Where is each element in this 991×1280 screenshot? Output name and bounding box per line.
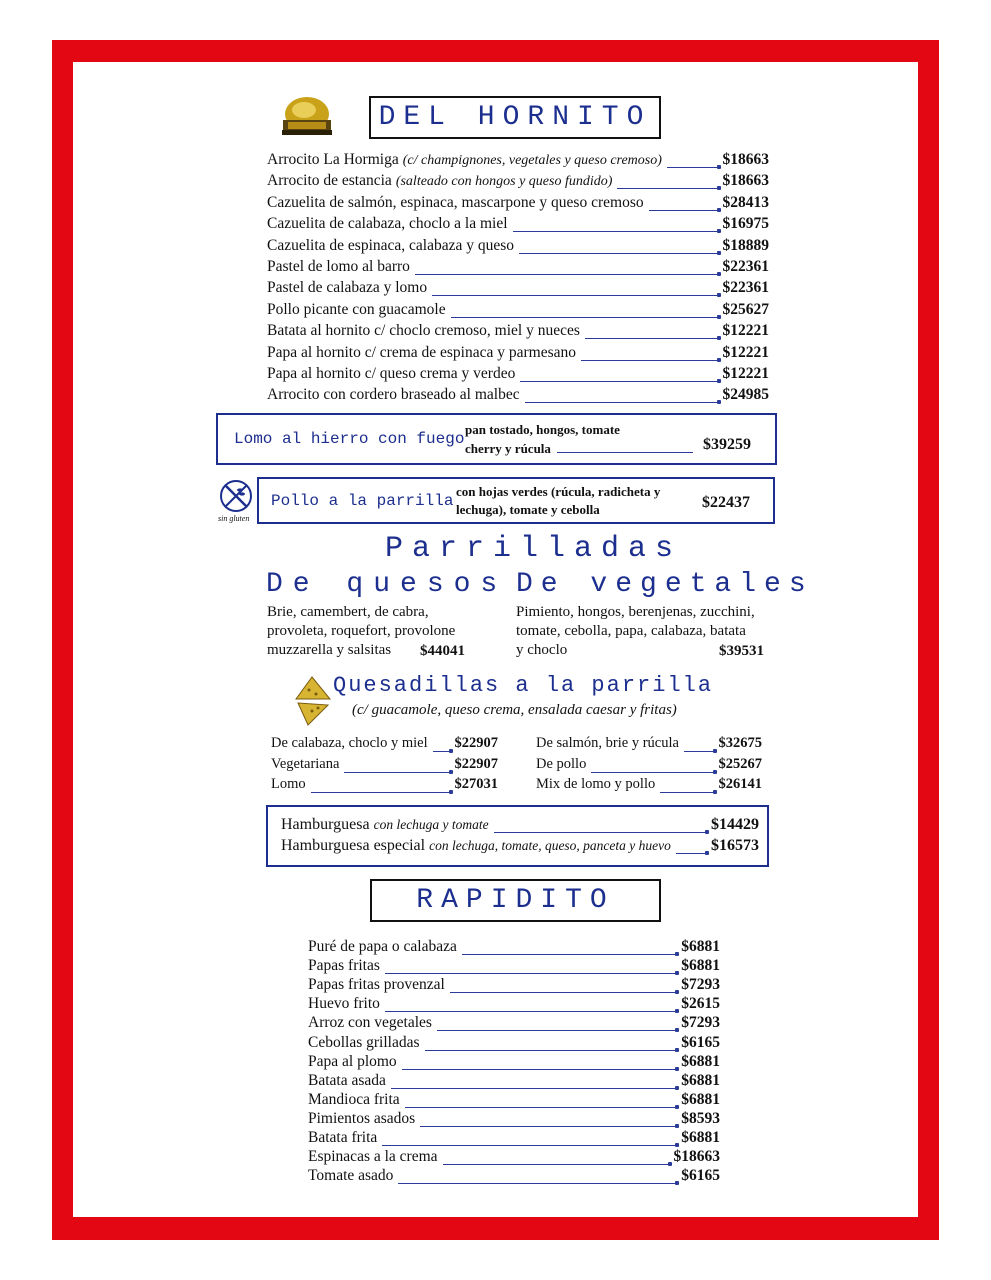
pollo-desc-line1: con hojas verdes (rúcula, radicheta y bbox=[456, 484, 661, 499]
lomo-name: Lomo al hierro con fuego bbox=[234, 430, 465, 448]
item-name: Pollo picante con guacamole bbox=[267, 300, 446, 318]
item-price: $16573 bbox=[711, 837, 759, 854]
item-description: con lechuga, tomate, queso, panceta y huevo bbox=[429, 838, 671, 853]
hornito-item bbox=[267, 151, 769, 172]
item-name: Papa al plomo bbox=[308, 1052, 397, 1070]
item-name: Lomo bbox=[271, 776, 306, 792]
rapidito-item bbox=[308, 1110, 720, 1131]
item-description: con lechuga y tomate bbox=[373, 817, 489, 832]
hornito-item bbox=[267, 172, 769, 193]
quesadillas-subtitle: (c/ guacamole, queso crema, ensalada caesar y fritas) bbox=[352, 702, 677, 718]
item-price: $12221 bbox=[722, 322, 769, 340]
hornito-item bbox=[267, 279, 769, 300]
item-price: $6881 bbox=[681, 1052, 720, 1070]
item-name: Arrocito con cordero braseado al malbec bbox=[267, 386, 520, 404]
item-price: $6881 bbox=[681, 938, 720, 955]
rapidito-item bbox=[308, 1167, 720, 1188]
item-price: $7293 bbox=[681, 976, 720, 994]
hornito-item bbox=[267, 237, 769, 258]
section-title-hornito: DEL HORNITO bbox=[369, 96, 661, 139]
hornito-item bbox=[267, 258, 769, 279]
dotted-leader bbox=[660, 792, 714, 793]
dotted-leader bbox=[525, 402, 719, 403]
item-price: $25627 bbox=[722, 300, 769, 318]
rapidito-item bbox=[308, 1148, 720, 1169]
item-name: Hamburguesa especial bbox=[281, 837, 426, 854]
dotted-leader bbox=[462, 954, 677, 955]
item-price: $6165 bbox=[681, 1033, 720, 1051]
rapidito-item bbox=[308, 938, 720, 959]
item-name: Cazuelita de calabaza, choclo a la miel bbox=[267, 215, 508, 233]
quesadilla-item bbox=[536, 776, 762, 797]
hornito-item bbox=[267, 215, 769, 236]
item-name: De salmón, brie y rúcula bbox=[536, 735, 679, 751]
dotted-leader bbox=[520, 381, 718, 382]
rapidito-item bbox=[308, 1091, 720, 1112]
hornito-item bbox=[267, 344, 769, 365]
dotted-leader bbox=[344, 772, 450, 773]
item-price: $25267 bbox=[718, 755, 762, 772]
item-price: $18663 bbox=[722, 172, 769, 190]
item-name: Batata frita bbox=[308, 1129, 378, 1146]
dotted-leader bbox=[649, 210, 719, 211]
item-price: $18889 bbox=[722, 236, 769, 254]
item-price: $12221 bbox=[722, 343, 769, 361]
dotted-leader bbox=[405, 1107, 678, 1108]
hornito-item bbox=[267, 365, 769, 386]
item-name: Batata al hornito c/ choclo cremoso, miel y nueces bbox=[267, 322, 580, 340]
item-price: $22907 bbox=[454, 755, 498, 772]
quesadilla-item bbox=[536, 735, 762, 756]
dotted-leader bbox=[415, 274, 719, 275]
item-price: $22907 bbox=[454, 735, 498, 751]
lomo-price: $39259 bbox=[703, 436, 751, 453]
rapidito-item bbox=[308, 995, 720, 1016]
quesadilla-icon bbox=[292, 675, 332, 727]
lomo-leader bbox=[557, 452, 693, 453]
gluten-free-label: sin gluten bbox=[218, 514, 250, 523]
hornito-item bbox=[267, 322, 769, 343]
item-name: Batata asada bbox=[308, 1071, 386, 1089]
quesos-line3: muzzarella y salsitas bbox=[267, 642, 392, 658]
quesadilla-item bbox=[536, 756, 762, 777]
item-price: $6165 bbox=[681, 1167, 720, 1185]
dotted-leader bbox=[382, 1145, 677, 1146]
parrilladas-title: Parrilladas bbox=[385, 532, 683, 566]
item-name: Pastel de calabaza y lomo bbox=[267, 279, 428, 297]
dotted-leader bbox=[433, 751, 451, 752]
pollo-name: Pollo a la parrilla bbox=[271, 492, 454, 510]
rapidito-item bbox=[308, 976, 720, 997]
dotted-leader bbox=[667, 167, 719, 168]
oven-icon bbox=[280, 96, 334, 138]
item-price: $14429 bbox=[711, 816, 759, 833]
dotted-leader bbox=[402, 1069, 678, 1070]
item-name: Mix de lomo y pollo bbox=[536, 776, 656, 792]
item-price: $8593 bbox=[681, 1109, 720, 1127]
hamburguesa-item bbox=[281, 816, 759, 837]
quesos-line2: provoleta, roquefort, provolone bbox=[267, 623, 456, 639]
item-name: De calabaza, choclo y miel bbox=[271, 735, 428, 751]
dotted-leader bbox=[432, 295, 718, 296]
item-price: $6881 bbox=[681, 957, 720, 975]
vegetales-line3: y choclo bbox=[516, 642, 568, 658]
rapidito-item bbox=[308, 1072, 720, 1093]
pollo-desc-line2: lechuga), tomate y cebolla bbox=[456, 502, 600, 517]
hornito-item bbox=[267, 301, 769, 322]
item-description: (c/ champignones, vegetales y queso cremoso) bbox=[402, 153, 662, 168]
dotted-leader bbox=[437, 1030, 677, 1031]
item-price: $22361 bbox=[722, 258, 769, 275]
quesadillas-title: Quesadillas a la parrilla bbox=[333, 673, 714, 698]
dotted-leader bbox=[581, 360, 718, 361]
item-price: $2615 bbox=[681, 995, 720, 1013]
item-name: Papas fritas bbox=[308, 957, 380, 975]
dotted-leader bbox=[385, 973, 677, 974]
dotted-leader bbox=[398, 1183, 677, 1184]
item-price: $28413 bbox=[722, 193, 769, 211]
lomo-box bbox=[216, 413, 777, 465]
item-name: Mandioca frita bbox=[308, 1090, 400, 1108]
dotted-leader bbox=[585, 338, 719, 339]
quesadilla-item bbox=[271, 735, 498, 756]
rapidito-item bbox=[308, 1014, 720, 1035]
item-price: $18663 bbox=[673, 1148, 720, 1166]
vegetales-line2: tomate, cebolla, papa, calabaza, batata bbox=[516, 623, 746, 639]
dotted-leader bbox=[676, 853, 707, 854]
dotted-leader bbox=[519, 253, 718, 254]
item-name: Arrocito de estancia bbox=[267, 172, 392, 190]
item-name: Arrocito La Hormiga bbox=[267, 151, 399, 168]
quesadilla-item bbox=[271, 776, 498, 797]
pollo-price: $22437 bbox=[702, 494, 750, 511]
item-name: Cazuelita de salmón, espinaca, mascarpone y queso cremoso bbox=[267, 193, 644, 211]
item-name: Hamburguesa bbox=[281, 816, 370, 833]
item-name: Tomate asado bbox=[308, 1167, 394, 1185]
item-price: $32675 bbox=[718, 735, 762, 751]
dotted-leader bbox=[425, 1050, 678, 1051]
item-price: $7293 bbox=[681, 1014, 720, 1032]
item-name: De pollo bbox=[536, 755, 587, 772]
pollo-box bbox=[257, 477, 775, 524]
quesadilla-item bbox=[271, 756, 498, 777]
lomo-desc-line1: pan tostado, hongos, tomate bbox=[465, 422, 620, 437]
rapidito-item bbox=[308, 1053, 720, 1074]
section-title-rapidito: RAPIDITO bbox=[370, 879, 661, 922]
item-name: Arroz con vegetales bbox=[308, 1014, 432, 1032]
item-name: Cazuelita de espinaca, calabaza y queso bbox=[267, 236, 515, 254]
item-price: $6881 bbox=[681, 1071, 720, 1089]
item-price: $6881 bbox=[681, 1129, 720, 1146]
vegetales-line1: Pimiento, hongos, berenjenas, zucchini, bbox=[516, 604, 755, 620]
item-name: Papa al hornito c/ queso crema y verdeo bbox=[267, 365, 516, 382]
item-price: $16975 bbox=[722, 215, 769, 233]
item-name: Huevo frito bbox=[308, 995, 380, 1013]
item-price: $18663 bbox=[722, 151, 769, 168]
item-name: Papa al hornito c/ crema de espinaca y parmesano bbox=[267, 343, 577, 361]
dotted-leader bbox=[513, 231, 719, 232]
dotted-leader bbox=[443, 1164, 670, 1165]
rapidito-item bbox=[308, 1129, 720, 1150]
dotted-leader bbox=[385, 1011, 677, 1012]
lomo-desc-line2-text: cherry y rúcula bbox=[465, 441, 551, 456]
item-name: Cebollas grilladas bbox=[308, 1033, 420, 1051]
item-price: $12221 bbox=[722, 365, 769, 382]
dotted-leader bbox=[494, 832, 707, 833]
dotted-leader bbox=[684, 751, 715, 752]
vegetales-title: De vegetales bbox=[516, 569, 814, 600]
item-price: $6881 bbox=[681, 1090, 720, 1108]
item-price: $24985 bbox=[722, 386, 769, 404]
quesos-title: De quesos bbox=[266, 569, 508, 600]
dotted-leader bbox=[420, 1126, 677, 1127]
item-name: Papas fritas provenzal bbox=[308, 976, 445, 994]
quesos-price: $44041 bbox=[420, 643, 465, 659]
item-description: (salteado con hongos y queso fundido) bbox=[395, 174, 613, 190]
dotted-leader bbox=[451, 317, 719, 318]
rapidito-item bbox=[308, 1034, 720, 1055]
dotted-leader bbox=[311, 792, 451, 793]
item-name: Pimientos asados bbox=[308, 1109, 416, 1127]
item-price: $27031 bbox=[454, 776, 498, 792]
item-name: Puré de papa o calabaza bbox=[308, 938, 457, 955]
item-price: $26141 bbox=[718, 776, 762, 792]
item-name: Vegetariana bbox=[271, 755, 340, 772]
rapidito-item bbox=[308, 957, 720, 978]
item-name: Espinacas a la crema bbox=[308, 1148, 438, 1166]
hamburguesa-item bbox=[281, 837, 759, 858]
item-name: Pastel de lomo al barro bbox=[267, 258, 410, 275]
item-price: $22361 bbox=[722, 279, 769, 297]
vegetales-price: $39531 bbox=[719, 643, 764, 659]
hornito-item bbox=[267, 194, 769, 215]
lomo-desc-line2 bbox=[465, 441, 693, 457]
dotted-leader bbox=[617, 188, 718, 189]
dotted-leader bbox=[450, 992, 677, 993]
dotted-leader bbox=[591, 772, 714, 773]
dotted-leader bbox=[391, 1088, 677, 1089]
quesos-line1: Brie, camembert, de cabra, bbox=[267, 604, 429, 620]
hornito-item bbox=[267, 386, 769, 407]
